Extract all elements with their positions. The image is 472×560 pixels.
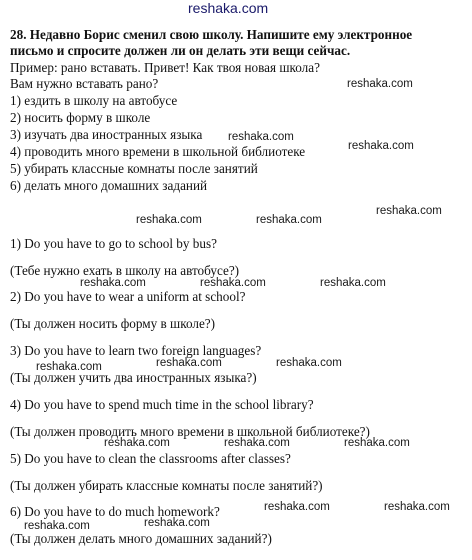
watermark: reshaka.com <box>24 520 90 532</box>
answer-1-translation: (Тебе нужно ехать в школу на автобусе?) <box>10 263 240 278</box>
answer-4-translation: (Ты должен проводить много времени в школьной библиотеке?) <box>10 424 370 439</box>
watermark: reshaka.com <box>320 277 386 289</box>
watermark: reshaka.com <box>276 357 342 369</box>
task-item-3: 3) изучать два иностранных языка <box>10 127 203 142</box>
task-item-5: 5) убирать классные комнаты после занятий <box>10 161 258 176</box>
watermark: reshaka.com <box>200 277 266 289</box>
task-title-line-2: письмо и спросите должен ли он делать эти вещи сейчас. <box>10 43 351 58</box>
answer-2-translation: (Ты должен носить форму в школе?) <box>10 316 216 331</box>
watermark: reshaka.com <box>36 361 102 373</box>
answer-3-translation: (Ты должен учить два иностранных языка?) <box>10 370 257 385</box>
answer-3-question: 3) Do you have to learn two foreign languages? <box>10 343 262 358</box>
watermark: reshaka.com <box>376 205 442 217</box>
watermark: reshaka.com <box>156 357 222 369</box>
task-example-line-2: Вам нужно вставать рано? <box>10 76 159 91</box>
watermark: reshaka.com <box>264 501 330 513</box>
watermark: reshaka.com <box>344 437 410 449</box>
answer-1-question: 1) Do you have to go to school by bus? <box>10 236 217 251</box>
answer-6-translation: (Ты должен делать много домашних заданий?) <box>10 531 272 546</box>
watermark: reshaka.com <box>144 517 210 529</box>
answer-5-translation: (Ты должен убирать классные комнаты после занятий?) <box>10 478 323 493</box>
watermark: reshaka.com <box>136 214 202 226</box>
watermark: reshaka.com <box>256 214 322 226</box>
task-item-4: 4) проводить много времени в школьной библиотеке <box>10 144 306 159</box>
watermark: reshaka.com <box>348 140 414 152</box>
watermark: reshaka.com <box>224 437 290 449</box>
task-item-2: 2) носить форму в школе <box>10 110 151 125</box>
answer-4-question: 4) Do you have to spend much time in the school library? <box>10 397 314 412</box>
watermark: reshaka.com <box>228 131 294 143</box>
task-item-6: 6) делать много домашних заданий <box>10 178 208 193</box>
answer-6-question: 6) Do you have to do much homework? <box>10 504 220 519</box>
task-title-line-1: 28. Недавно Борис сменил свою школу. Напишите ему электронное <box>10 27 413 42</box>
answer-5-question: 5) Do you have to clean the classrooms after classes? <box>10 451 291 466</box>
watermark: reshaka.com <box>347 78 413 90</box>
watermark: reshaka.com <box>80 277 146 289</box>
watermark: reshaka.com <box>384 501 450 513</box>
watermark: reshaka.com <box>104 437 170 449</box>
watermark: reshaka.com <box>188 0 269 16</box>
answer-2-question: 2) Do you have to wear a uniform at school? <box>10 289 246 304</box>
task-example-line-1: Пример: рано вставать. Привет! Как твоя новая школа? <box>10 60 320 75</box>
task-item-1: 1) ездить в школу на автобусе <box>10 93 178 108</box>
